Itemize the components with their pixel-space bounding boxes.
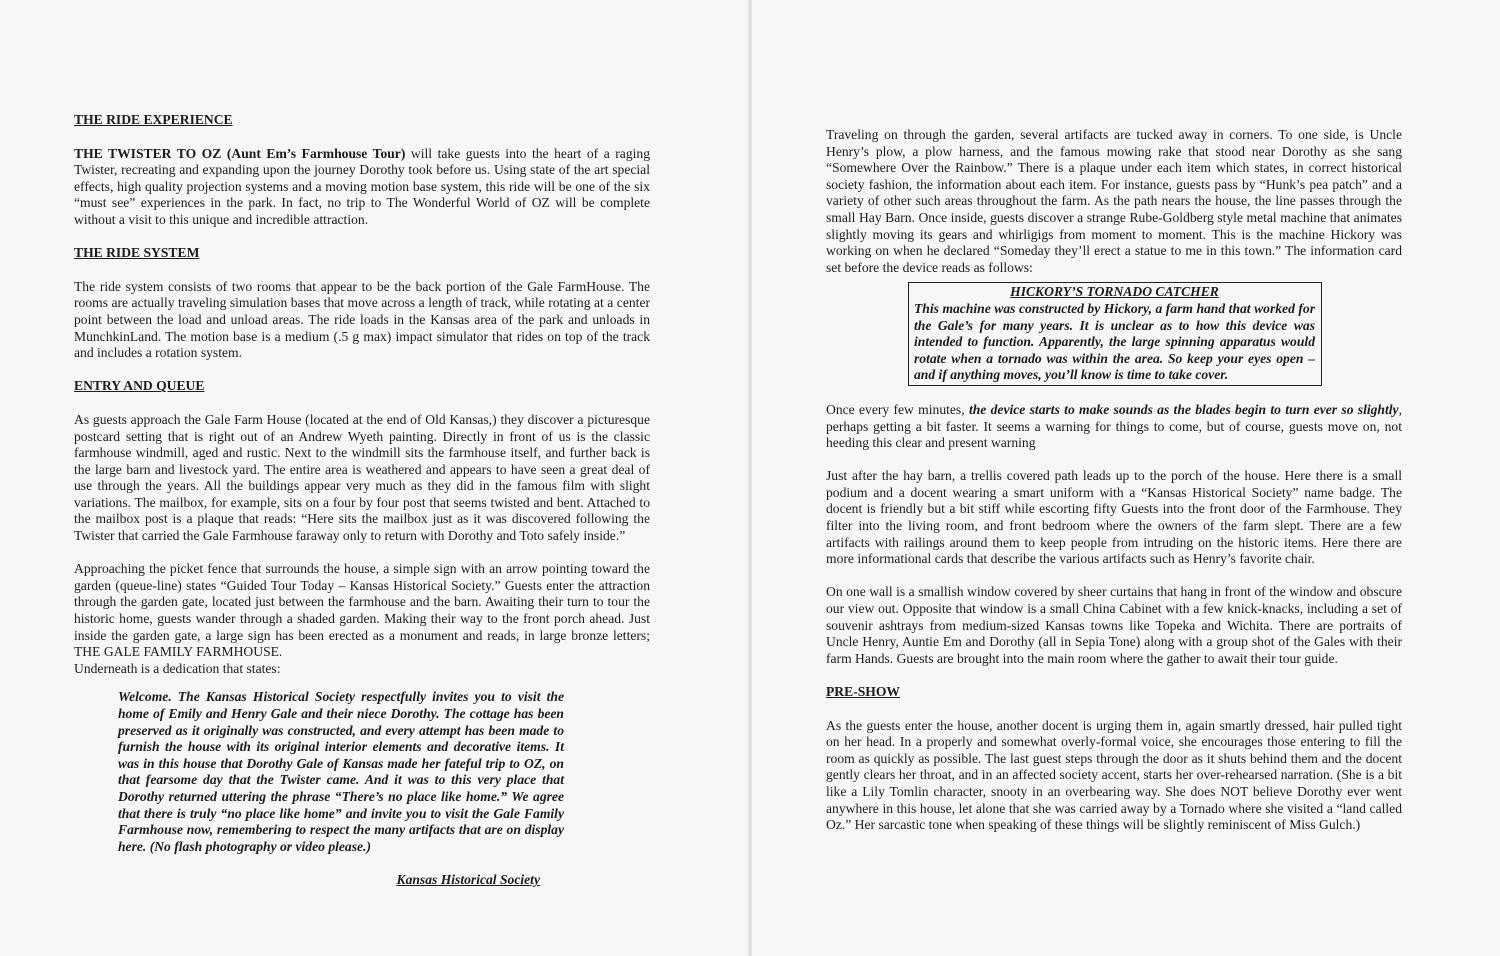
right-page (752, 0, 1500, 956)
window-paragraph: On one wall is a smallish window covered by sheer curtains that hang in front of the window and obscure our view out. Opposite that window is a small China Cabinet with a few knick-knacks, including a set of souvenir ashtrays from medium-sized Kansas towns like Topeka and Wichita. There are portraits of Uncle Henry, Auntie Em and Dorothy (all in Sepia Tone) along with a group shot of the Gales with their farm Hands. Guests are brought into the main room where the gather to await their tour guide. (826, 584, 1402, 666)
info-card-title: HICKORY’S TORNADO CATCHER (1010, 284, 1219, 300)
entry-queue-paragraph-1: As guests approach the Gale Farm House (located at the end of Old Kansas,) they discover a picturesque postcard setting that is right out of an Andrew Wyeth painting. Directly in front of us is the classic farmhouse windmill, aged and rustic. Next to the windmill sits the farmhouse itself, and further back is the large barn and livestock yard. The entire area is weathered and appears to have seen a great deal of use through the years. All the buildings appear very much as they did in the famous film with slight variations. The mailbox, for example, sits on a four by four post that seems twisted and bent. Attached to the mailbox post is a plaque that reads: “Here sits the mailbox just as it was discovered following the Twister that carried the Gale Farmhouse faraway only to return with Dorothy and Toto safely inside.” (74, 411, 650, 544)
heading-preshow: PRE-SHOW (826, 684, 901, 699)
left-page (0, 0, 748, 956)
ride-title-lead: THE TWISTER TO OZ (Aunt Em’s Farmhouse Tour) (74, 145, 406, 161)
garden-paragraph: Traveling on through the garden, several artifacts are tucked away in corners. To one side, is Uncle Henry’s plow, a plow harness, and the famous mowing rake that stood near Dorothy as she sang “Somewhere Over the Rainbow.” There is a plaque under each item which states, in correct historical society fashion, the information about each item. For instance, guests pass by “Hunk’s pea patch” and a variety of other such areas throughout the farm. As the path nears the house, the line passes through the small Hay Barn. Once inside, guests discover a strange Rube-Goldberg style metal machine that animates slightly moving its gears and whirligigs from moment to moment. This is the machine Hickory was working on when he declared “Someday they’ll erect a statue to me in this town.” The information card set before the device reads as follows: (826, 127, 1402, 275)
device-paragraph-end: , perhaps getting a bit faster. It seems a warning for things to come, but of course, guests move on, not heeding this clear and present warning (826, 401, 1402, 451)
right-column (826, 127, 1402, 850)
preshow-paragraph: As the guests enter the house, another docent is urging them in, again smartly dressed, hair pulled tight on her head. In a properly and somewhat overly-formal voice, she encourages those entering to fill the room as quickly as possible. The last guest steps through the door as it shuts behind them and the docent gently clears her throat, and in an affected society accent, starts her over-rehearsed narration. (She is a bit like a Lily Tomlin character, snooty in an overbearing way. She does NOT believe Dorothy ever went anywhere in this house, let alone that she was carried away by a Tornado where she visited a “land called Oz.” Her sarcastic tone when speaking of these things will be slightly reminiscent of Miss Gulch.) (826, 717, 1402, 833)
porch-paragraph: Just after the hay barn, a trellis covered path leads up to the porch of the house. Here there is a small podium and a docent wearing a smart uniform with a “Kansas Historical Society” name badge. The docent is friendly but a bit stiff while escorting fifty Guests into the front door of the Farmhouse. They filter into the living room, and front bedroom where the owners of the farm slept. There are a few artifacts with railings around them to keep people from intruding on the historic items. Here there are more informational cards that describe the various artifacts such as Henry’s favorite chair. (826, 468, 1402, 567)
heading-entry-queue: ENTRY AND QUEUE (74, 378, 205, 394)
ride-system-paragraph: The ride system consists of two rooms that appear to be the back portion of the Gale FarmHouse. The rooms are actually traveling simulation bases that move across a length of track, while rotating at a center point between the load and unload areas. The ride loads in the Kansas area of the park and unloads in MunchkinLand. The motion base is a medium (.5 g max) impact simulator that rides on top of the track and includes a rotation system. (74, 278, 650, 361)
heading-ride-system: THE RIDE SYSTEM (74, 245, 200, 261)
info-card-body: This machine was constructed by Hickory, a farm hand that worked for the Gale’s for many years. It is unclear as to how this device was intended to function. Apparently, the large spinning apparatus would rotate when a tornado was within the area. So keep your eyes open – and if anything moves, you’ll know is time to take cover. (914, 300, 1315, 383)
left-column (74, 112, 650, 889)
ride-experience-paragraph (74, 146, 650, 229)
info-card (908, 282, 1322, 386)
device-paragraph-start: Once every few minutes, (826, 401, 969, 417)
device-paragraph (826, 402, 1402, 452)
ride-experience-body: will take guests into the heart of a raging Twister, recreating and expanding upon the journey Dorothy took before us. Using state of the art special effects, high quality projection systems and a moving motion base system, this ride will be one of the six “must see” experiences in the park. In fact, no trip to The Wonderful World of OZ will be complete without a visit to this unique and incredible attraction. (74, 145, 650, 227)
entry-queue-paragraph-3: Underneath is a dedication that states: (74, 660, 281, 676)
dedication-signature: Kansas Historical Society (396, 872, 540, 888)
heading-ride-experience: THE RIDE EXPERIENCE (74, 112, 233, 127)
entry-queue-paragraph-2: Approaching the picket fence that surrounds the house, a simple sign with an arrow pointing toward the garden (queue-line) states “Guided Tour Today – Kansas Historical Society.” Guests enter the attraction through the garden gate, located just between the farmhouse and the barn. Awaiting their turn to tour the historic home, guests wander through a shaded garden. Making their way to the front porch ahead. Just inside the garden gate, a large sign has been erected as a monument and reads, in large bronze letters; THE GALE FAMILY FARMHOUSE. (74, 561, 650, 660)
device-paragraph-emphasis: the device starts to make sounds as the blades begin to turn ever so slightly (968, 401, 1399, 417)
dedication-quote: Welcome. The Kansas Historical Society respectfully invites you to visit the home of Emily and Henry Gale and their niece Dorothy. The cottage has been preserved as it originally was constructed, and every attempt has been made to furnish the house with its original interior elements and decorative items. It was in this house that Dorothy Gale of Kansas made her fateful trip to OZ, on that fearsome day that the Twister came. And it was to this very place that Dorothy returned uttering the phrase “There’s no place like home.” We agree that there is truly “no place like home” and invite you to visit the Gale Family Farmhouse now, remembering to respect the many artifacts that are on display here. (No flash photography or video please.) (118, 689, 564, 854)
